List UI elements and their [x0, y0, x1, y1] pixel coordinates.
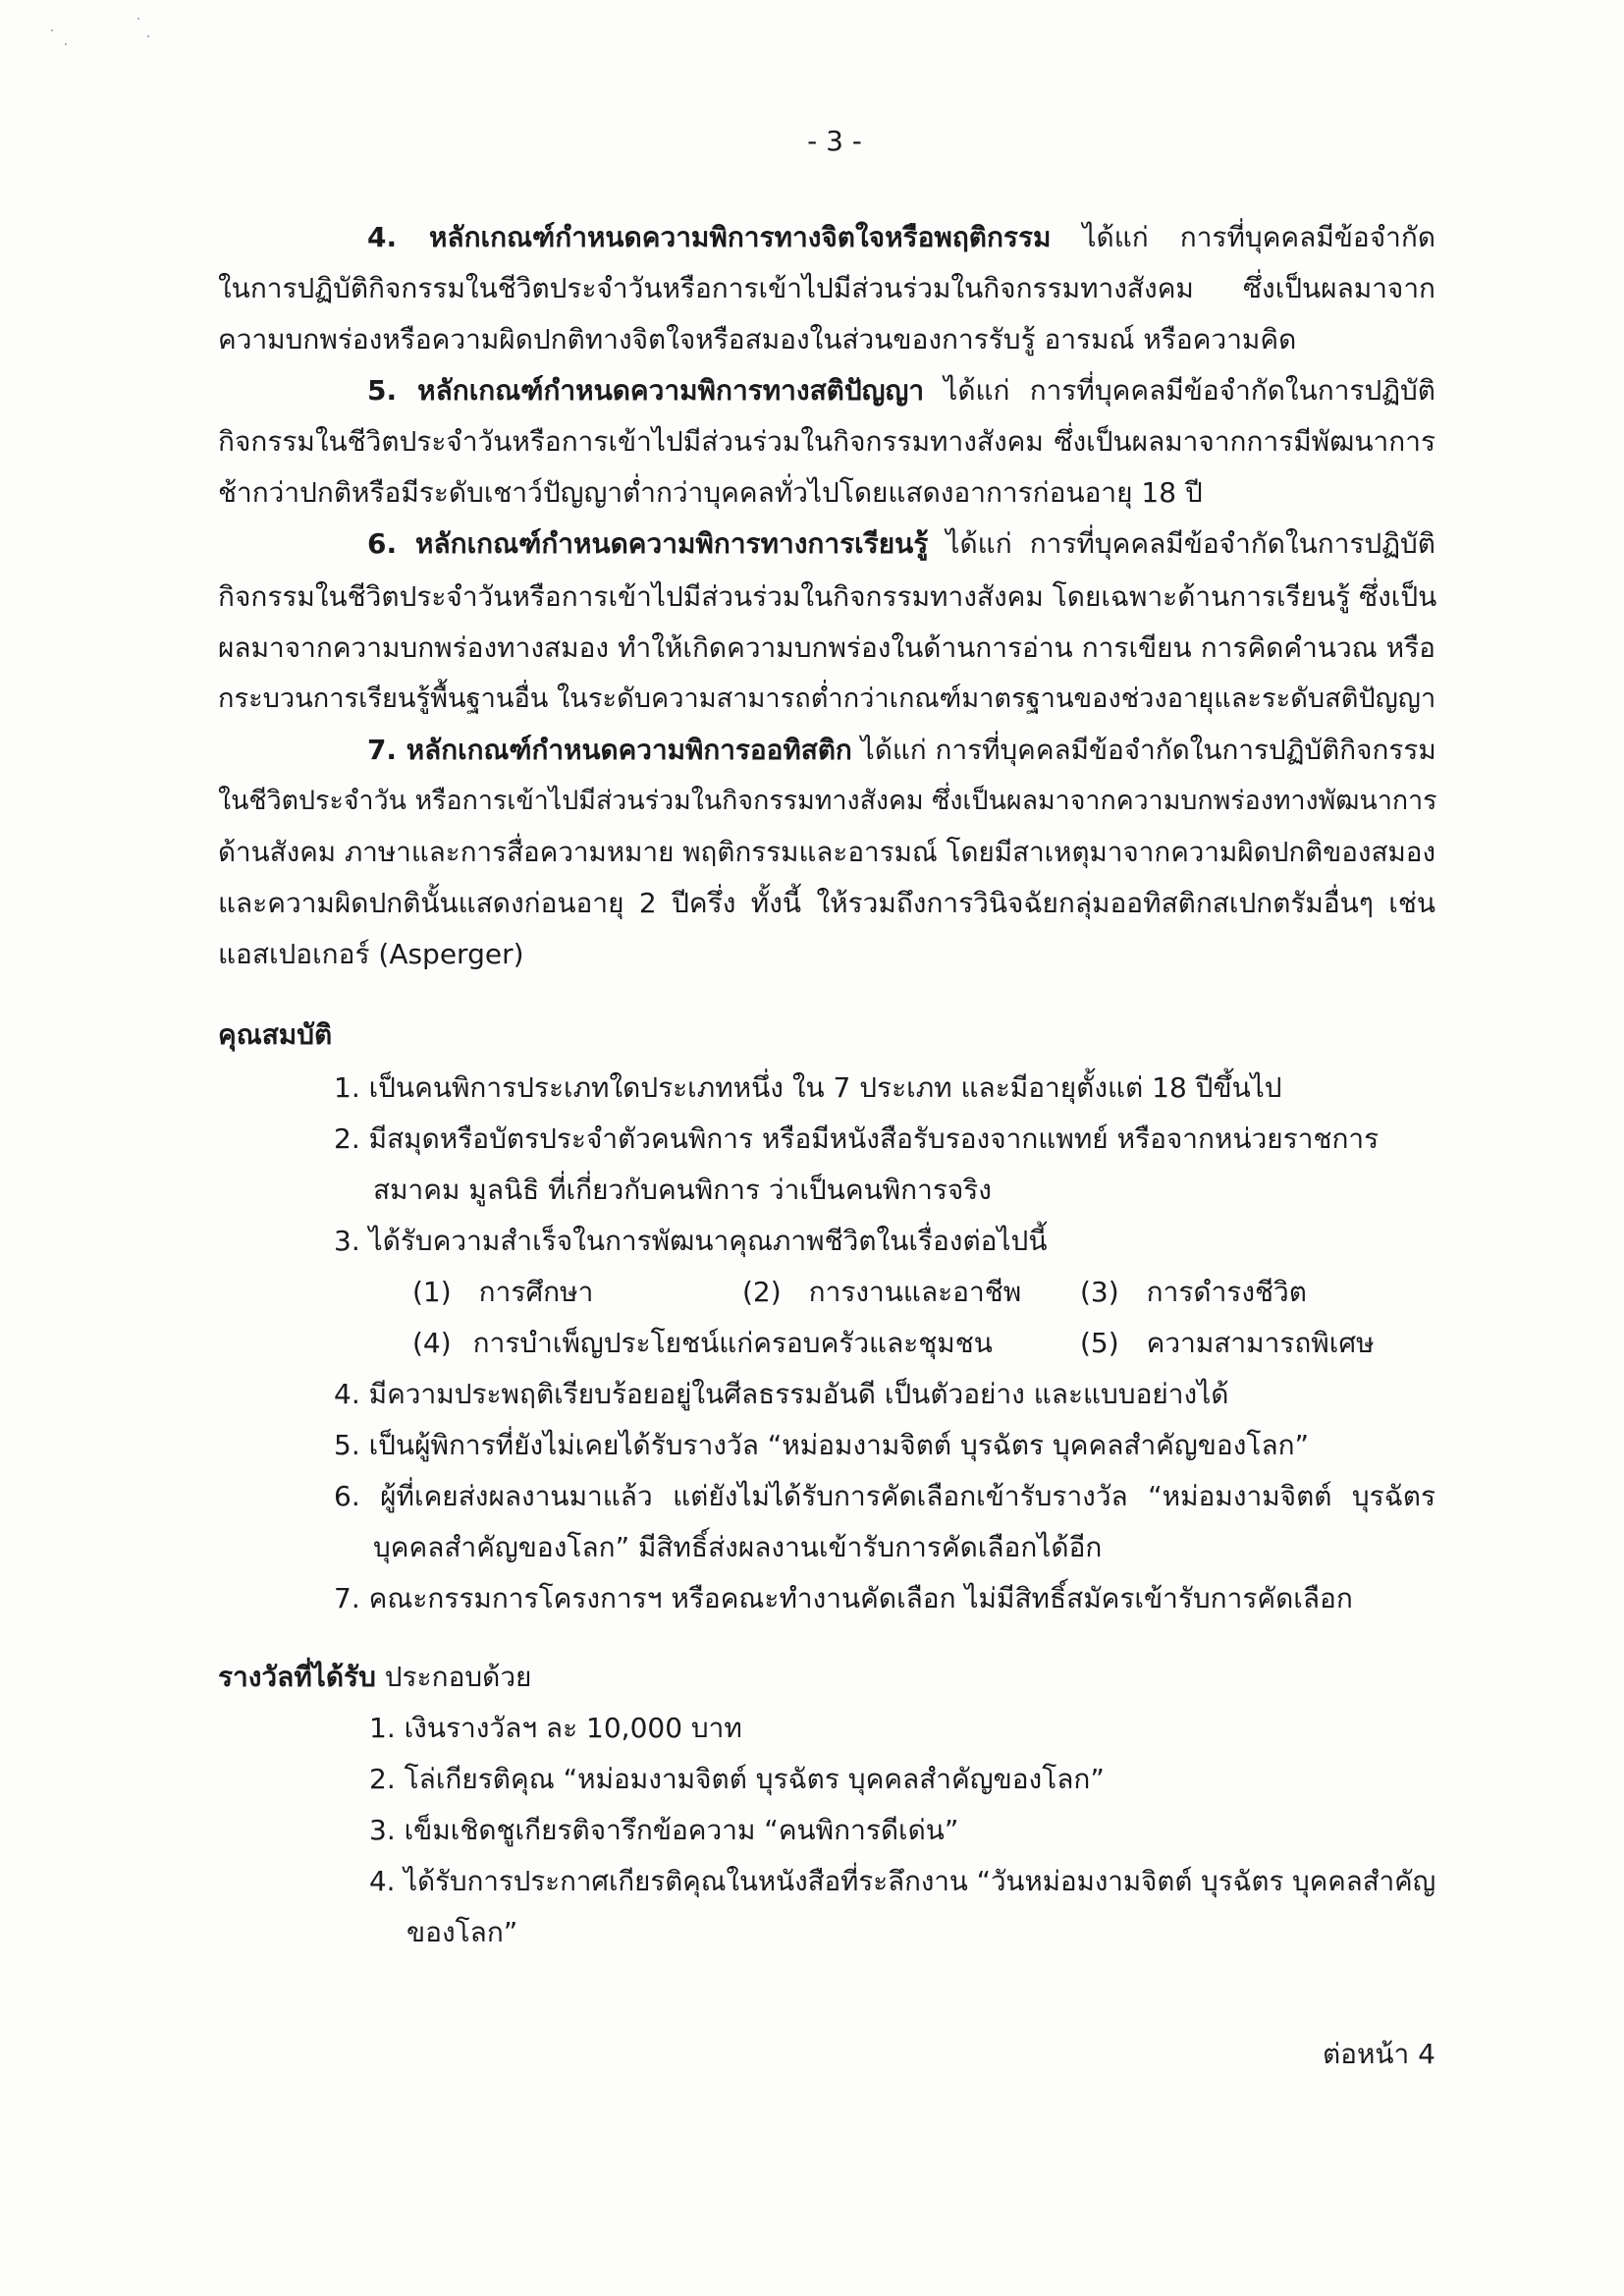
qualification-item-6: 6. ผู้ที่เคยส่งผลงานมาแล้ว แต่ยังไม่ได้รับการคัดเลือกเข้ารับรางวัล “หม่อมงามจิตต์ บุรฉัตร — [334, 1480, 1435, 1512]
criterion-7-line-5: แอสเปอเกอร์ (Asperger) — [218, 938, 524, 970]
qualification-item-6-cont: บุคคลสำคัญของโลก” มีสิทธิ์ส่งผลงานเข้ารับการคัดเลือกได้อีก — [373, 1531, 1103, 1563]
page-number: - 3 - — [807, 125, 862, 157]
criterion-4-line-2: ในการปฏิบัติกิจกรรมในชีวิตประจำวันหรือการเข้าไปมีส่วนร่วมในกิจกรรมทางสังคม ซึ่งเป็นผลมาจาก — [218, 272, 1435, 304]
criterion-6-line-1: 6. หลักเกณฑ์กำหนดความพิการทางการเรียนรู้ ได้แก่ การที่บุคคลมีข้อจำกัดในการปฏิบัติ — [367, 527, 1435, 560]
qualification-item-5: 5. เป็นผู้พิการที่ยังไม่เคยได้รับรางวัล “หม่อมงามจิตต์ บุรฉัตร บุคคลสำคัญของโลก” — [334, 1429, 1310, 1461]
criterion-5-line-1: 5. หลักเกณฑ์กำหนดความพิการทางสติปัญญา ได้แก่ การที่บุคคลมีข้อจำกัดในการปฏิบัติ — [367, 374, 1435, 407]
criterion-6-line-2: กิจกรรมในชีวิตประจำวันหรือการเข้าไปมีส่วนร่วมในกิจกรรมทางสังคม โดยเฉพาะด้านการเรียนรู้ ซึ่งเป็น — [218, 580, 1437, 613]
criterion-4-title: 4. หลักเกณฑ์กำหนดความพิการทางจิตใจหรือพฤติกรรม — [367, 221, 1052, 253]
qualification-item-4: 4. มีความประพฤติเรียบร้อยอยู่ในศีลธรรมอันดี เป็นตัวอย่าง และแบบอย่างได้ — [334, 1378, 1229, 1410]
awards-heading: รางวัลที่ได้รับ ประกอบด้วย — [218, 1661, 532, 1693]
qualification-item-3: 3. ได้รับความสำเร็จในการพัฒนาคุณภาพชีวิตในเรื่องต่อไปนี้ — [334, 1225, 1048, 1257]
sub-item-3: (3) การดำรงชีวิต — [1080, 1276, 1307, 1308]
scan-speck — [147, 35, 149, 37]
award-item-4-cont: ของโลก” — [406, 1916, 518, 1948]
qualifications-heading: คุณสมบัติ — [218, 1018, 333, 1051]
criterion-5-line-2: กิจกรรมในชีวิตประจำวันหรือการเข้าไปมีส่วนร่วมในกิจกรรมทางสังคม ซึ่งเป็นผลมาจากการมีพัฒนาการ — [218, 425, 1435, 458]
criterion-5-title: 5. หลักเกณฑ์กำหนดความพิการทางสติปัญญา — [367, 374, 925, 407]
scan-speck — [65, 43, 67, 45]
sub-item-4: (4) การบำเพ็ญประโยชน์แก่ครอบครัวและชุมชน — [412, 1327, 993, 1359]
scan-speck — [137, 18, 139, 20]
award-item-4: 4. ได้รับการประกาศเกียรติคุณในหนังสือที่ระลึกงาน “วันหม่อมงามจิตต์ บุรฉัตร บุคคลสำคัญ — [369, 1865, 1436, 1897]
criterion-4-line-3: ความบกพร่องหรือความผิดปกติทางจิตใจหรือสมองในส่วนของการรับรู้ อารมณ์ หรือความคิด — [218, 323, 1297, 355]
continued-on-next-page: ต่อหน้า 4 — [1322, 2038, 1435, 2070]
qualification-item-2-cont: สมาคม มูลนิธิ ที่เกี่ยวกับคนพิการ ว่าเป็นคนพิการจริง — [373, 1174, 992, 1206]
criterion-7-line-4: และความผิดปกตินั้นแสดงก่อนอายุ 2 ปีครึ่ง ทั้งนี้ ให้รวมถึงการวินิจฉัยกลุ่มออทิสติกสเปกตรัมอื่นๆ เช่น — [218, 887, 1435, 919]
criterion-7-line-1: 7. หลักเกณฑ์กำหนดความพิการออทิสติก ได้แก่ การที่บุคคลมีข้อจำกัดในการปฏิบัติกิจกรรม — [367, 734, 1436, 766]
criterion-5-line-3: ช้ากว่าปกติหรือมีระดับเชาว์ปัญญาต่ำกว่าบุคคลทั่วไปโดยแสดงอาการก่อนอายุ 18 ปี — [218, 476, 1203, 509]
award-item-1: 1. เงินรางวัลฯ ละ 10,000 บาท — [369, 1712, 742, 1744]
sub-item-2: (2) การงานและอาชีพ — [742, 1276, 1022, 1308]
criterion-7-title: 7. หลักเกณฑ์กำหนดความพิการออทิสติก — [367, 734, 852, 766]
criterion-7-line-3: ด้านสังคม ภาษาและการสื่อความหมาย พฤติกรรมและอารมณ์ โดยมีสาเหตุมาจากความผิดปกติของสมอง — [218, 836, 1436, 868]
award-item-2: 2. โล่เกียรติคุณ “หม่อมงามจิตต์ บุรฉัตร บุคคลสำคัญของโลก” — [369, 1763, 1105, 1795]
criterion-4-line-1: 4. หลักเกณฑ์กำหนดความพิการทางจิตใจหรือพฤติกรรม ได้แก่ การที่บุคคลมีข้อจำกัด — [367, 221, 1435, 253]
scan-speck — [51, 29, 53, 31]
qualification-item-7: 7. คณะกรรมการโครงการฯ หรือคณะทำงานคัดเลือก ไม่มีสิทธิ์สมัครเข้ารับการคัดเลือก — [334, 1582, 1353, 1614]
qualification-item-1: 1. เป็นคนพิการประเภทใดประเภทหนึ่ง ใน 7 ประเภท และมีอายุตั้งแต่ 18 ปีขึ้นไป — [334, 1071, 1282, 1104]
award-item-3: 3. เข็มเชิดชูเกียรติจารึกข้อความ “คนพิการดีเด่น” — [369, 1814, 959, 1846]
qualification-item-2: 2. มีสมุดหรือบัตรประจำตัวคนพิการ หรือมีหนังสือรับรองจากแพทย์ หรือจากหน่วยราชการ — [334, 1122, 1380, 1155]
criterion-6-line-3: ผลมาจากความบกพร่องทางสมอง ทำให้เกิดความบกพร่องในด้านการอ่าน การเขียน การคิดคำนวณ หรือ — [218, 631, 1435, 664]
sub-item-5: (5) ความสามารถพิเศษ — [1080, 1327, 1375, 1359]
criterion-6-line-4: กระบวนการเรียนรู้พื้นฐานอื่น ในระดับความสามารถต่ำกว่าเกณฑ์มาตรฐานของช่วงอายุและระดับสติปัญญา — [218, 683, 1436, 714]
sub-item-1: (1) การศึกษา — [412, 1276, 594, 1308]
criterion-6-title: 6. หลักเกณฑ์กำหนดความพิการทางการเรียนรู้ — [367, 527, 929, 560]
criterion-7-line-2: ในชีวิตประจำวัน หรือการเข้าไปมีส่วนร่วมในกิจกรรมทางสังคม ซึ่งเป็นผลมาจากความบกพร่องทางพัฒนาการ — [218, 786, 1437, 816]
